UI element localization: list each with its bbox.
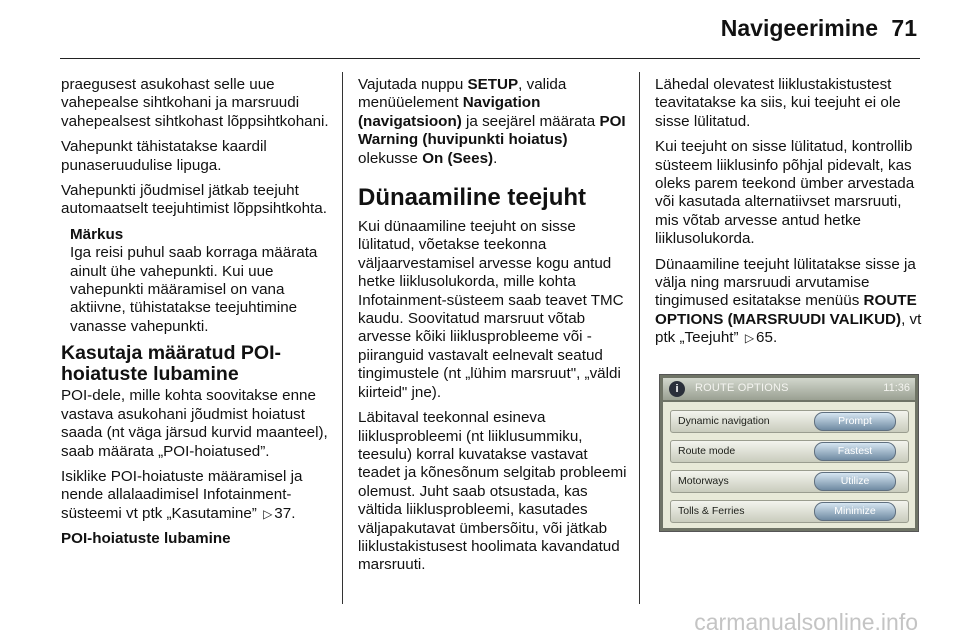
paragraph: Kui dünaamiline teejuht on sisse lülitatud, võetakse teekonna väljaarvestamisel arvesse kogu antud hetke liiklusolukorda, mille kohta Infotainment-süsteem saab teavet TMC kaudu. Soovitatud marsruut võtab arvesse kõiki liiklusprobleeme või -piiranguid vastavalt eelnevalt seatud tingimustele (nt „lühim marsruut", „väldi kiirteid" jne). (358, 218, 624, 401)
text: Vajutada nuppu (358, 76, 464, 93)
column-divider (342, 72, 343, 604)
text: , valida menüüelement (358, 76, 567, 112)
option-value-button[interactable]: Fastest (814, 442, 896, 461)
info-icon: i (669, 381, 685, 397)
setup-button-ref: SETUP (467, 76, 519, 93)
option-value-button[interactable]: Prompt (814, 412, 896, 431)
paragraph (358, 76, 630, 168)
header-rule (60, 58, 920, 59)
text: olekusse (358, 149, 418, 167)
screen-time: 11:36 (883, 382, 910, 394)
paragraph: POI-dele, mille kohta soovitakse enne vastava asukohani jõudmist hoiatust saada (nt väga järsud kurvid maanteel), saab määrata „POI-hoiatused”. (61, 387, 328, 460)
column-2 (358, 76, 630, 582)
section-heading: Kasutaja määratud POI-hoiatuste lubamine (61, 342, 281, 386)
menu-item-ref: Navigation (navigatsioon) (358, 94, 541, 130)
watermark: carmanualsonline.info (694, 609, 918, 635)
option-row-dynamic-navigation[interactable] (670, 410, 909, 433)
page-title: Navigeerimine (720, 15, 878, 41)
option-label: Dynamic navigation (678, 415, 770, 427)
option-value-button[interactable]: Minimize (814, 502, 896, 521)
paragraph: Läbitaval teekonnal esineva liiklusprobleemi (nt liiklusummiku, teesulu) korral kuvatakse vastavat teadet ja kõnesõnum selgitab probleemi olemust. Juht saab otsustada, kas vältida liiklusprobleemi, kasutades väljapakutavat ümbersõitu, või jätkab liiklustakistusest hoolimata kavandatud marsruuti. (358, 409, 627, 574)
note-title: Märkus (70, 225, 124, 243)
subheading: POI-hoiatuste lubamine (61, 530, 231, 548)
text: . (493, 149, 498, 167)
column-3 (655, 76, 923, 355)
option-row-tolls-ferries[interactable] (670, 500, 909, 523)
paragraph (61, 468, 329, 523)
paragraph: Kui teejuht on sisse lülitatud, kontrollib süsteem liiklusinfo põhjal pidevalt, kas oleks parem teekond ümber arvestada või kasutada alternatiivset marsruuti, mis võtab arvesse antud hetke liiklusolukorda. (655, 138, 915, 248)
menu-item-ref: POI Warning (huvipunkti hoiatus) (358, 112, 626, 149)
screen-title-bar (663, 378, 915, 400)
paragraph: Vahepunkt tähistatakse kaardil punaseruudulise lipuga. (61, 138, 267, 174)
page-ref[interactable]: 65. (756, 329, 778, 347)
screen-title: ROUTE OPTIONS (695, 382, 789, 394)
option-row-motorways[interactable] (670, 470, 909, 493)
options-list (663, 402, 915, 528)
page-ref[interactable]: 37. (274, 504, 296, 522)
option-label: Route mode (678, 445, 736, 457)
paragraph (655, 256, 923, 348)
note-text: Iga reisi puhul saab korraga määrata ainult ühe vahepunkti. Kui uue vahepunkti määramisel on vana aktiivne, tühistatakse teejuhtimine vanasse vahepunkti. (70, 244, 318, 335)
paragraph-text: Isiklike POI-hoiatuste määramisel ja nende allalaadimisel Infotainment-süsteemi vt ptk „Kasutamine” (61, 467, 303, 522)
page-header (0, 0, 960, 50)
column-1 (61, 76, 329, 556)
page-number: 71 (891, 15, 917, 41)
section-title: Dünaamiline teejuht (358, 184, 587, 212)
option-label: Tolls & Ferries (678, 505, 745, 517)
paragraph: Vahepunkti jõudmisel jätkab teejuht automaatselt teejuhtimist lõppsihtkohta. (61, 182, 327, 218)
page-ref-arrow-icon: ▷ (263, 506, 273, 521)
text: ja seejärel määrata (466, 112, 596, 130)
column-divider (639, 72, 640, 604)
page-ref-arrow-icon: ▷ (744, 331, 755, 346)
text: Dünaamiline teejuht lülitatakse sisse ja välja ning marsruudi arvutamise tingimused esitatakse menüüs (655, 255, 916, 310)
menu-ref: ROUTE OPTIONS (MARSRUUDI VALIKUD) (655, 292, 917, 328)
route-options-screenshot (659, 374, 919, 532)
menu-item-ref: On (Sees) (422, 149, 494, 167)
text: , vt ptk „Teejuht” (655, 310, 922, 347)
note-box (70, 226, 329, 336)
option-value-button[interactable]: Utilize (814, 472, 896, 491)
paragraph: Lähedal olevatest liiklustakistustest teavitatakse ka siis, kui teejuht ei ole sisse lülitatud. (655, 76, 901, 130)
paragraph: praegusest asukohast selle uue vahepealse sihtkohani ja marsruudi vahepealsest sihtkohast lõppsihtkohani. (61, 76, 329, 130)
option-label: Motorways (678, 475, 729, 487)
option-row-route-mode[interactable] (670, 440, 909, 463)
